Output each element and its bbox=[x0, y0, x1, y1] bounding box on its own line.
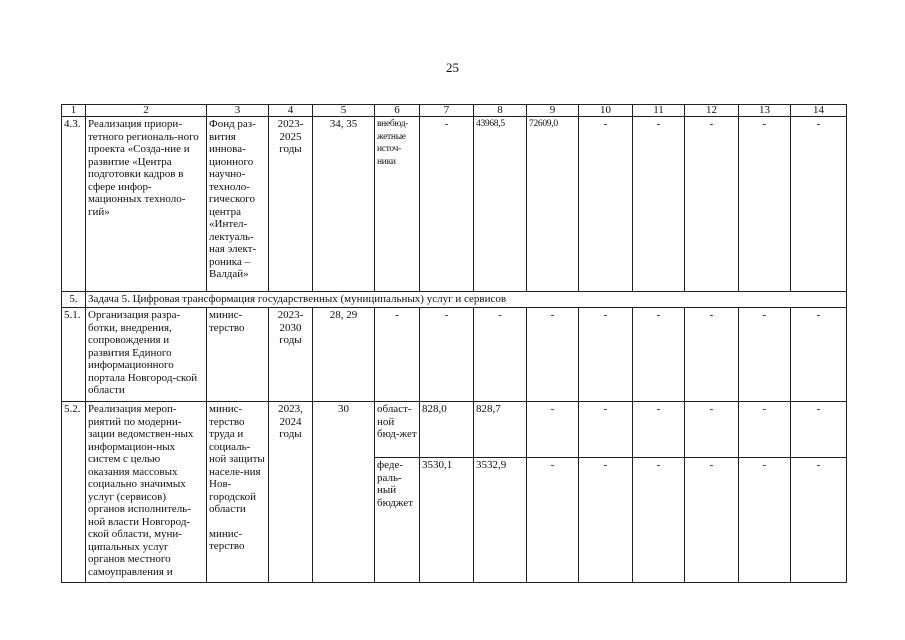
value-col-9: 72609,0 bbox=[527, 117, 579, 292]
value-col-12: - bbox=[685, 402, 739, 458]
value-col-14: - bbox=[791, 458, 847, 583]
value-col-7: - bbox=[420, 117, 474, 292]
target-indicators: 34, 35 bbox=[313, 117, 375, 292]
task-row bbox=[62, 292, 847, 308]
column-numbers-row bbox=[62, 105, 847, 117]
value-col-11: - bbox=[633, 458, 685, 583]
page-number: 25 bbox=[446, 60, 459, 75]
value-col-10: - bbox=[579, 117, 633, 292]
activity-name: Организация разра-ботки, внедрения, сопровождения и развития Единого информационного портала Новгород-ской области bbox=[86, 308, 207, 402]
value-col-8: 828,7 bbox=[474, 402, 527, 458]
funding-source: внебюд-жетные источ-ники bbox=[375, 117, 420, 292]
value-col-8: 3532,9 bbox=[474, 458, 527, 583]
value-col-10: - bbox=[579, 308, 633, 402]
value-col-13: - bbox=[739, 402, 791, 458]
column-number: 11 bbox=[633, 105, 685, 117]
value-col-10: - bbox=[579, 402, 633, 458]
value-col-13: - bbox=[739, 117, 791, 292]
executor: Фонд раз-вития иннова-ционного научно-техноло-гического центра «Интел-лектуаль-ная элект-роника – Валдай» bbox=[207, 117, 269, 292]
funding-source: феде-раль-ный бюджет bbox=[375, 458, 420, 583]
column-number: 13 bbox=[739, 105, 791, 117]
value-col-9: - bbox=[527, 402, 579, 458]
row-number: 5.1. bbox=[62, 308, 86, 402]
row-number: 5. bbox=[62, 292, 86, 308]
column-number: 3 bbox=[207, 105, 269, 117]
column-number: 10 bbox=[579, 105, 633, 117]
row-number: 4.3. bbox=[62, 117, 86, 292]
period: 2023-2030 годы bbox=[269, 308, 313, 402]
table-row bbox=[62, 308, 847, 402]
column-number: 4 bbox=[269, 105, 313, 117]
table-row bbox=[62, 117, 847, 292]
period: 2023-2025 годы bbox=[269, 117, 313, 292]
value-col-7: 3530,1 bbox=[420, 458, 474, 583]
column-number: 9 bbox=[527, 105, 579, 117]
executor-secondary: минис-терство bbox=[209, 527, 245, 552]
value-col-9: - bbox=[527, 308, 579, 402]
funding-source: - bbox=[375, 308, 420, 402]
row-number: 5.2. bbox=[62, 402, 86, 583]
executor: минис-терство bbox=[207, 308, 269, 402]
column-number: 1 bbox=[62, 105, 86, 117]
target-indicators: 30 bbox=[313, 402, 375, 583]
funding-source: област-ной бюд-жет bbox=[375, 402, 420, 458]
plan-table bbox=[61, 104, 847, 583]
value-col-14: - bbox=[791, 308, 847, 402]
table-row bbox=[62, 402, 847, 458]
value-col-12: - bbox=[685, 458, 739, 583]
column-number: 7 bbox=[420, 105, 474, 117]
column-number: 12 bbox=[685, 105, 739, 117]
column-number: 5 bbox=[313, 105, 375, 117]
column-number: 2 bbox=[86, 105, 207, 117]
value-col-9: - bbox=[527, 458, 579, 583]
task-title: Задача 5. Цифровая трансформация государственных (муниципальных) услуг и сервисов bbox=[86, 292, 847, 308]
value-col-8: 43968,5 bbox=[474, 117, 527, 292]
column-number: 8 bbox=[474, 105, 527, 117]
value-col-7: - bbox=[420, 308, 474, 402]
value-col-11: - bbox=[633, 117, 685, 292]
value-col-12: - bbox=[685, 117, 739, 292]
executor-cell bbox=[207, 402, 269, 583]
target-indicators: 28, 29 bbox=[313, 308, 375, 402]
period: 2023, 2024 годы bbox=[269, 402, 313, 583]
value-col-11: - bbox=[633, 402, 685, 458]
value-col-7: 828,0 bbox=[420, 402, 474, 458]
value-col-13: - bbox=[739, 308, 791, 402]
value-col-10: - bbox=[579, 458, 633, 583]
executor-primary: минис-терство труда и социаль-ной защиты населе-ния Нов-городской области bbox=[209, 403, 265, 515]
value-col-12: - bbox=[685, 308, 739, 402]
value-col-14: - bbox=[791, 117, 847, 292]
value-col-11: - bbox=[633, 308, 685, 402]
column-number: 14 bbox=[791, 105, 847, 117]
activity-name: Реализация приори-тетного региональ-ного проекта «Созда-ние и развитие «Центра подготовки кадров в сфере инфор-мационных техноло-гий» bbox=[86, 117, 207, 292]
column-number: 6 bbox=[375, 105, 420, 117]
value-col-14: - bbox=[791, 402, 847, 458]
activity-name: Реализация мероп-риятий по модерни-зации ведомствен-ных информацион-ных систем с целью оказания массовых социально значимых услуг (сервисов) органов исполнитель-ной власти Новгород-ской области, муни-ципальных услуг органов местного самоуправления и bbox=[86, 402, 207, 583]
value-col-8: - bbox=[474, 308, 527, 402]
value-col-13: - bbox=[739, 458, 791, 583]
